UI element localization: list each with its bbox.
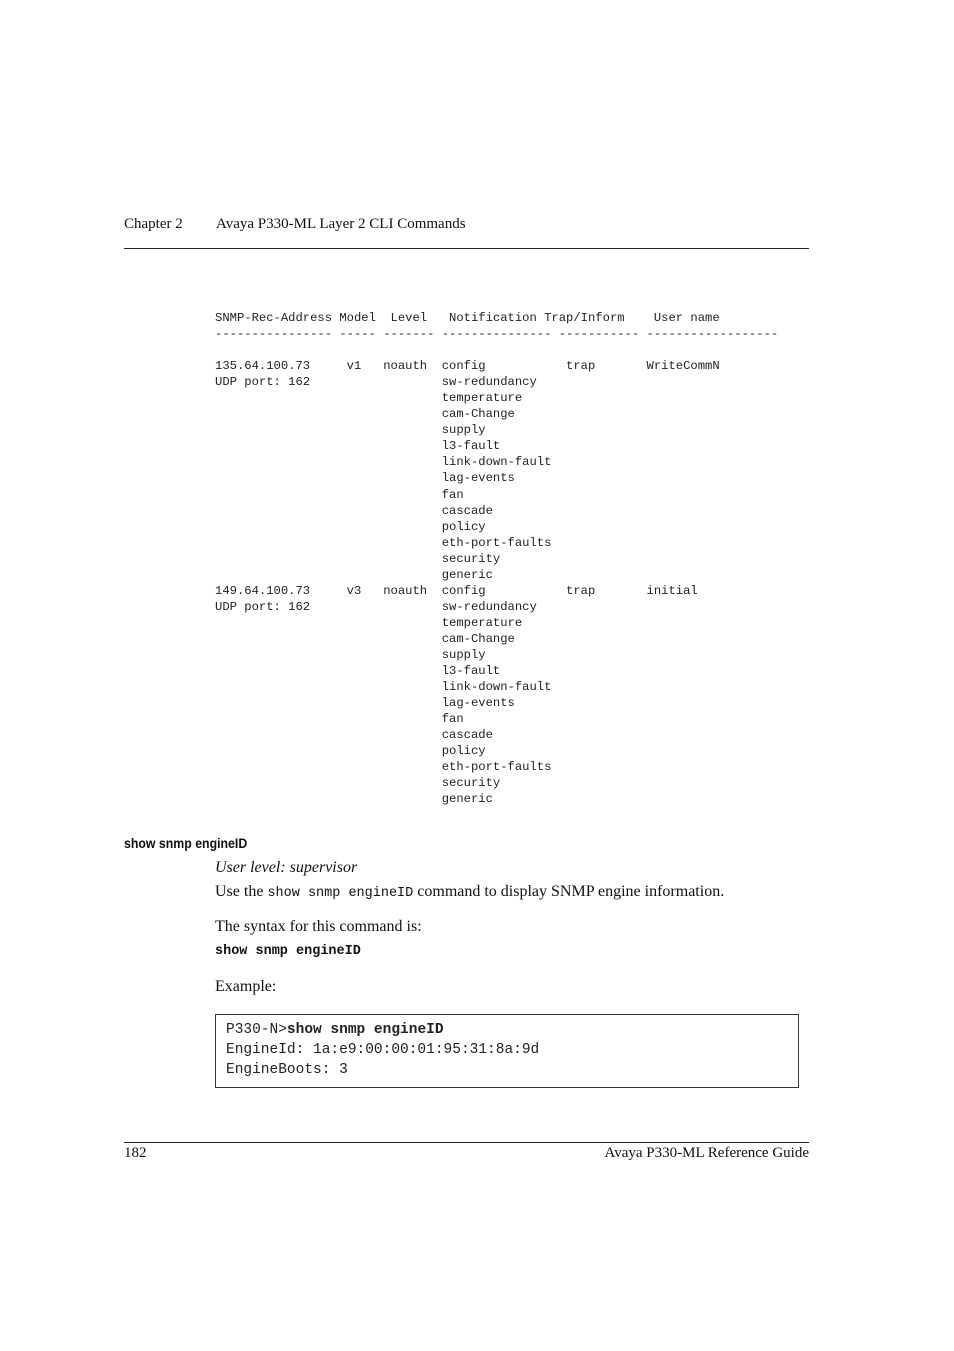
page-number: 182	[124, 1145, 147, 1161]
usage-prefix: Use the	[215, 883, 268, 900]
example-line-command	[226, 1022, 444, 1038]
syntax-command: show snmp engineID	[215, 944, 361, 959]
user-level-text: User level: supervisor	[215, 859, 358, 876]
syntax-intro: The syntax for this command is:	[215, 918, 422, 935]
snmp-receiver-listing	[215, 310, 778, 807]
listing-row: 149.64.100.73 v3 noauth config trap initial	[215, 583, 698, 598]
chapter-label: Chapter 2	[124, 216, 183, 232]
guide-title: Avaya P330-ML Reference Guide	[604, 1145, 809, 1161]
listing-separator-row: ---------------- ----- ------- --------------- ----------- ------------------	[215, 327, 779, 342]
usage-suffix: command to display SNMP engine information.	[413, 883, 725, 900]
example-prompt: P330-N>	[226, 1022, 287, 1038]
listing-row: link-down-fault	[441, 455, 552, 470]
listing-header-row: SNMP-Rec-Address Model Level Notification Trap/Inform User name	[215, 311, 720, 325]
listing-row: supply	[441, 647, 486, 662]
listing-row: security	[441, 551, 501, 566]
listing-row: fan	[441, 712, 464, 727]
usage-command: show snmp engineID	[267, 886, 414, 901]
listing-row: cam-Change	[441, 631, 515, 646]
usage-description	[215, 883, 724, 901]
listing-row: generic	[441, 792, 493, 807]
listing-row: l3-fault	[441, 439, 501, 454]
listing-row: lag-events	[441, 471, 515, 486]
example-line-engineid: EngineId: 1a:e9:00:00:01:95:31:8a:9d	[226, 1042, 540, 1058]
page-footer	[124, 1142, 809, 1167]
example-line-engineboots: EngineBoots: 3	[226, 1062, 348, 1078]
page-header	[124, 214, 809, 249]
listing-row: policy	[441, 519, 486, 534]
example-command: show snmp engineID	[286, 1022, 444, 1038]
listing-row: l3-fault	[441, 664, 501, 679]
listing-row: temperature	[441, 615, 523, 630]
listing-row: fan	[441, 487, 464, 502]
listing-row: policy	[441, 744, 486, 759]
listing-row: supply	[441, 423, 486, 438]
listing-row: temperature	[441, 391, 523, 406]
command-heading: show snmp engineID	[124, 835, 248, 851]
example-label: Example:	[215, 978, 277, 995]
listing-row: cam-Change	[441, 407, 515, 422]
listing-row: security	[441, 776, 501, 791]
listing-row: eth-port-faults	[441, 535, 552, 550]
listing-row: cascade	[441, 503, 493, 518]
listing-row: link-down-fault	[441, 680, 552, 695]
listing-row: cascade	[441, 728, 493, 743]
example-code-box	[215, 1014, 799, 1088]
listing-row: lag-events	[441, 696, 515, 711]
chapter-title: Avaya P330-ML Layer 2 CLI Commands	[216, 216, 466, 232]
listing-row: generic	[441, 567, 493, 582]
listing-row: UDP port: 162 sw-redundancy	[215, 375, 537, 390]
listing-row: 135.64.100.73 v1 noauth config trap WriteCommN	[215, 359, 720, 374]
listing-row: UDP port: 162 sw-redundancy	[215, 599, 537, 614]
listing-row: eth-port-faults	[441, 760, 552, 775]
